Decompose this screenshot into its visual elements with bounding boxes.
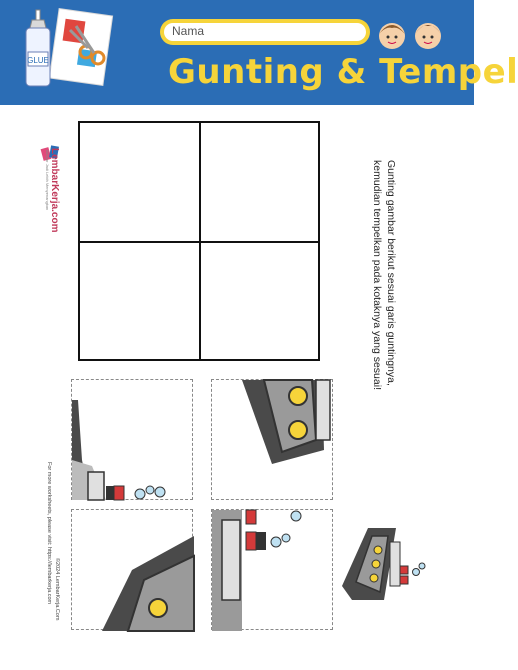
instruction-line-2: kemudian tempelkan pada kotaknya yang sesuai! bbox=[371, 160, 383, 390]
instructions bbox=[370, 160, 398, 390]
footer-copyright: ©2024 LembarKerja.Com bbox=[54, 558, 60, 621]
svg-text:GLUE: GLUE bbox=[27, 56, 49, 65]
cut-piece-3 bbox=[71, 509, 193, 630]
cut-piece-1 bbox=[71, 379, 193, 500]
cut-piece-2 bbox=[211, 379, 333, 500]
worksheet-title: Gunting & Tempel bbox=[168, 52, 518, 92]
logo-tagline: Belajar Jadi Lebih Menyenangkan bbox=[45, 150, 50, 211]
name-field[interactable] bbox=[160, 19, 370, 45]
footer-more-link: For more worksheets, please visit: https://lembarkerja.com bbox=[46, 462, 52, 605]
instruction-line-1: Gunting gambar berikut sesuai garis guntingnya, bbox=[385, 160, 397, 386]
logo-name: LembarKerja.com bbox=[49, 148, 60, 233]
kids-faces-icon bbox=[374, 14, 450, 50]
glue-scissors-icon bbox=[18, 6, 110, 92]
grid-divider-horizontal bbox=[80, 241, 318, 243]
answer-grid bbox=[78, 121, 320, 361]
ship-icon bbox=[338, 520, 434, 604]
cut-piece-4 bbox=[211, 509, 333, 630]
name-label: Nama bbox=[172, 24, 205, 38]
